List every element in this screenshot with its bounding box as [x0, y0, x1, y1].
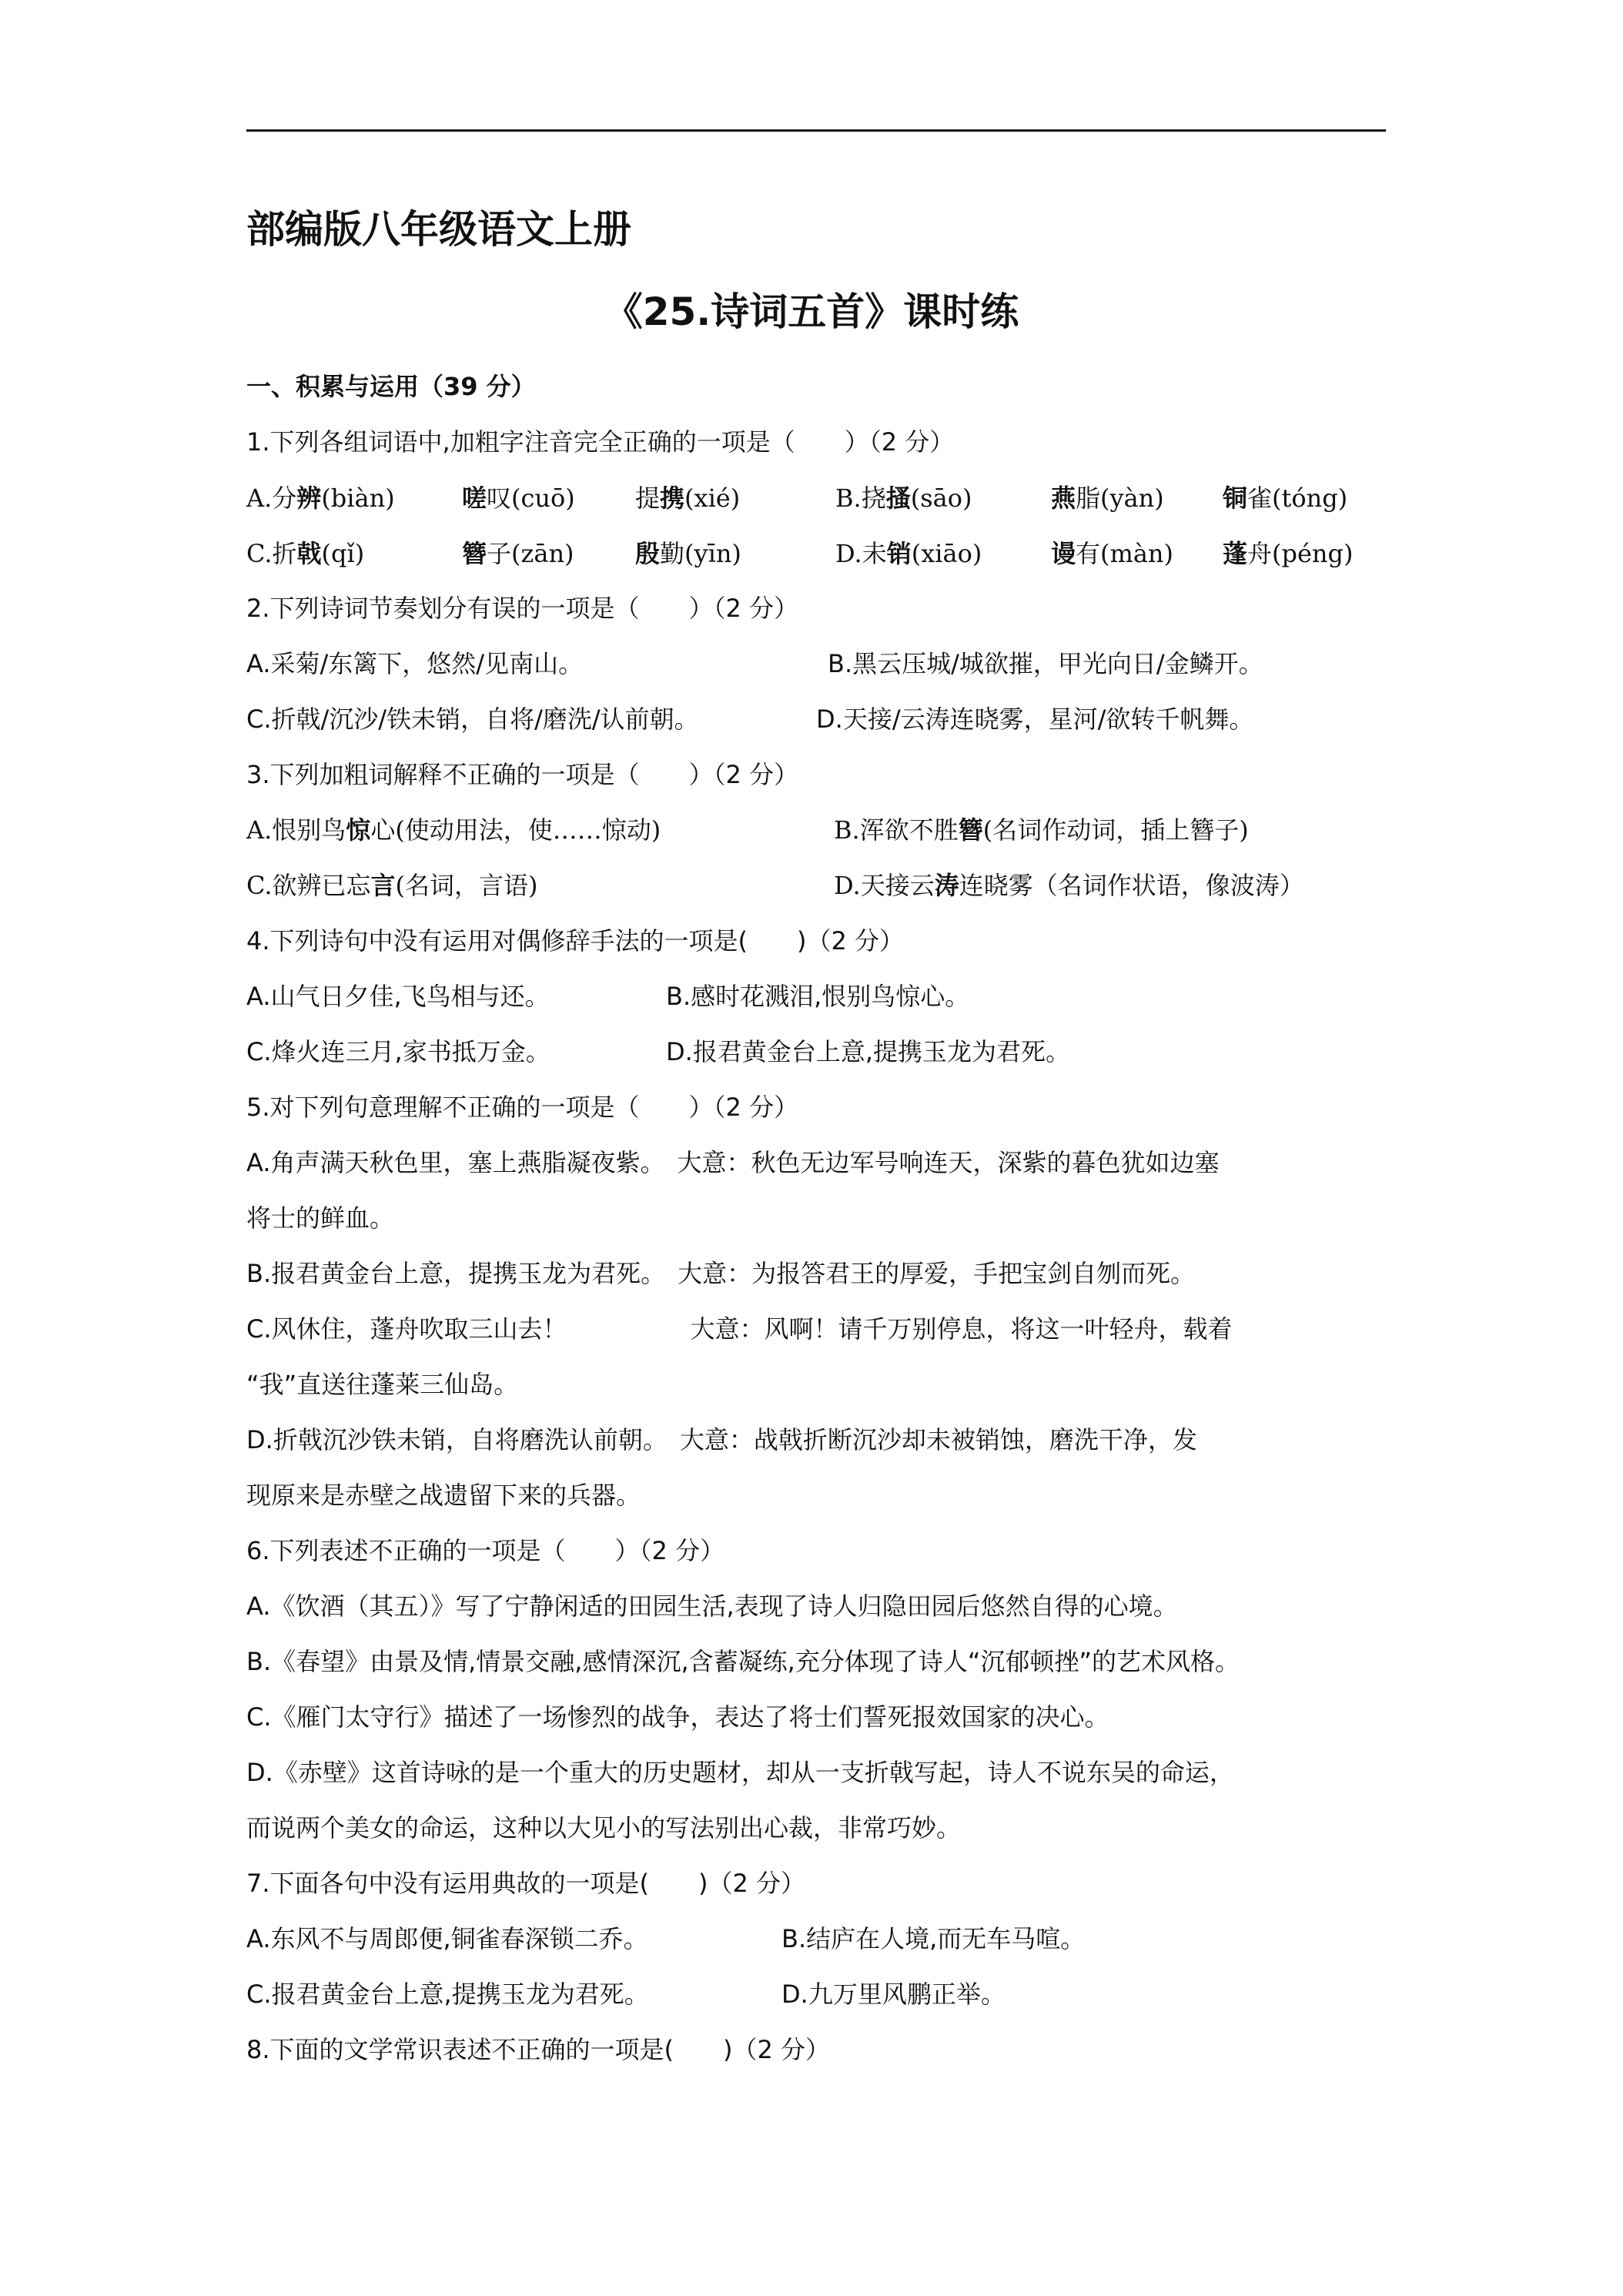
q5-option-a-line1: A.角声满天秋色里，塞上燕脂凝夜紫。 大意：秋色无边军号响连天，深紫的暮色犹如边塞 [246, 1148, 1220, 1177]
q1-option-b-word1: B.挠搔(sāo) [835, 484, 972, 513]
q1-option-a-word3: 提携(xié) [635, 484, 741, 513]
q2-option-a: A.采菊/东篱下，悠然/见南山。 [246, 649, 584, 678]
q5-option-b: B.报君黄金台上意，提携玉龙为君死。 大意：为报答君王的厚爱，手把宝剑自刎而死。 [246, 1259, 1196, 1288]
q2-option-d: D.天接/云涛连晓雾，星河/欲转千帆舞。 [816, 705, 1254, 734]
q4-option-b: B.感时花溅泪,恨别鸟惊心。 [666, 982, 970, 1011]
q4-option-d: D.报君黄金台上意,提携玉龙为君死。 [666, 1037, 1070, 1066]
q1-option-c-word1: C.折戟(qǐ) [246, 539, 365, 568]
q1-option-c-word2: 簪子(zān) [462, 539, 574, 568]
q4-option-c: C.烽火连三月,家书抵万金。 [246, 1037, 550, 1066]
q3-option-b: B.浑欲不胜簪(名词作动词，插上簪子) [834, 815, 1249, 845]
q4-option-a: A.山气日夕佳,飞鸟相与还。 [246, 982, 550, 1011]
q1-options-row1 [246, 481, 1386, 515]
q2-option-b: B.黑云压城/城欲摧，甲光向日/金鳞开。 [828, 649, 1263, 678]
q1-option-a-word2: 嗟叹(cuō) [462, 484, 575, 513]
q1-options-row2 [246, 537, 1386, 571]
q5-option-d-line2: 现原来是赤壁之战遗留下来的兵器。 [246, 1481, 641, 1510]
header-rule [246, 129, 1386, 132]
q7-stem: 7.下面各句中没有运用典故的一项是( )（2 分） [246, 1869, 806, 1898]
document-title: 部编版八年级语文上册 [246, 207, 631, 252]
q5-option-d-line1: D.折戟沉沙铁未销，自将磨洗认前朝。 大意：战戟折断沉沙却未被销蚀，磨洗干净，发 [246, 1425, 1197, 1454]
q5-stem: 5.对下列句意理解不正确的一项是（ ）（2 分） [246, 1093, 799, 1122]
q7-option-b: B.结庐在人境,而无车马喧。 [781, 1924, 1086, 1953]
q3-stem: 3.下列加粗词解释不正确的一项是（ ）（2 分） [246, 760, 799, 789]
q1-stem: 1.下列各组词语中,加粗字注音完全正确的一项是（ ）（2 分） [246, 427, 955, 457]
q3-option-c: C.欲辨已忘言(名词，言语) [246, 871, 538, 900]
section-heading: 一、积累与运用（39 分） [246, 372, 536, 401]
q1-option-b-word3: 铜雀(tóng) [1223, 484, 1348, 513]
q8-stem: 8.下面的文学常识表述不正确的一项是( )（2 分） [246, 2035, 831, 2064]
q6-option-c: C.《雁门太守行》描述了一场惨烈的战争，表达了将士们誓死报效国家的决心。 [246, 1702, 1109, 1732]
q6-option-d-line1: D.《赤壁》这首诗咏的是一个重大的历史题材，却从一支折戟写起，诗人不说东吴的命运， [246, 1758, 1234, 1787]
q5-option-a-line2: 将士的鲜血。 [246, 1203, 395, 1233]
q7-option-c: C.报君黄金台上意,提携玉龙为君死。 [246, 1980, 649, 2009]
q5-option-c-line2: “我”直送往蓬莱三仙岛。 [246, 1370, 519, 1399]
q1-option-c-word3: 殷勤(yīn) [635, 539, 741, 568]
q4-stem: 4.下列诗句中没有运用对偶修辞手法的一项是( )（2 分） [246, 926, 905, 956]
q1-option-a-word1: A.分辨(biàn) [246, 484, 395, 513]
q6-option-b: B.《春望》由景及情,情景交融,感情深沉,含蓄凝练,充分体现了诗人“沉郁顿挫”的艺术风格。 [246, 1647, 1240, 1676]
q5-option-c-line1: C.风休住，蓬舟吹取三山去！ 大意：风啊！请千万别停息，将这一叶轻舟，载着 [246, 1314, 1233, 1344]
q7-option-a: A.东风不与周郎便,铜雀春深锁二乔。 [246, 1924, 648, 1953]
q1-option-d-word3: 蓬舟(péng) [1223, 539, 1354, 568]
q6-stem: 6.下列表述不正确的一项是（ ）（2 分） [246, 1536, 725, 1565]
q6-option-d-line2: 而说两个美女的命运，这种以大见小的写法别出心裁，非常巧妙。 [246, 1813, 962, 1842]
q6-option-a: A.《饮酒（其五）》写了宁静闲适的田园生活,表现了诗人归隐田园后悠然自得的心境。 [246, 1591, 1178, 1621]
q3-option-d: D.天接云涛连晓雾（名词作状语，像波涛） [834, 871, 1304, 900]
q1-option-d-word1: D.未销(xiāo) [835, 539, 982, 568]
q1-option-d-word2: 谩有(màn) [1051, 539, 1174, 568]
lesson-title: 《25.诗词五首》课时练 [604, 290, 1019, 334]
q7-option-d: D.九万里风鹏正举。 [781, 1980, 1006, 2009]
q2-stem: 2.下列诗词节奏划分有误的一项是（ ）（2 分） [246, 594, 799, 623]
q2-option-c: C.折戟/沉沙/铁未销，自将/磨洗/认前朝。 [246, 705, 699, 734]
q3-option-a: A.恨别鸟惊心(使动用法，使……惊动) [246, 815, 661, 845]
q1-option-b-word2: 燕脂(yàn) [1051, 484, 1164, 513]
